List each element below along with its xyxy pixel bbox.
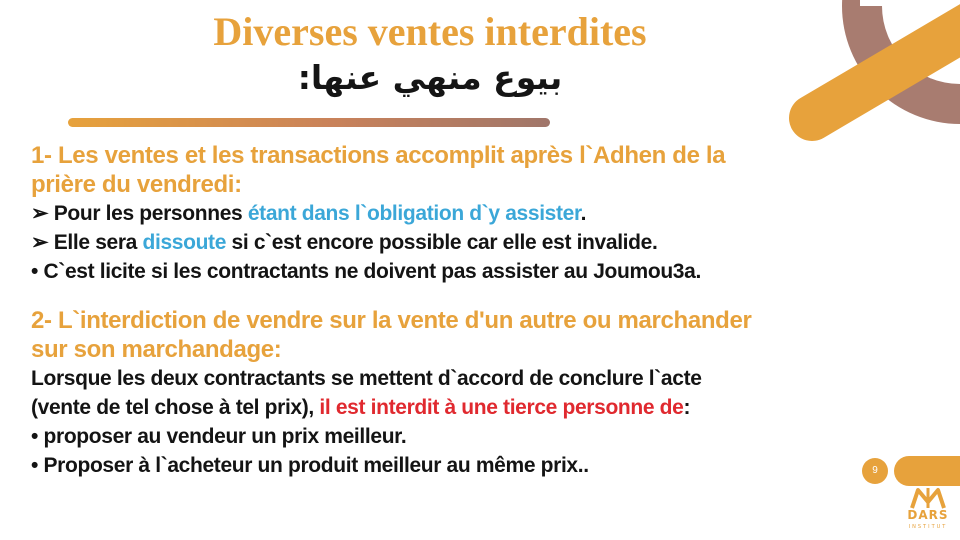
page-number-badge: 9 bbox=[862, 458, 888, 484]
section1-heading-line1: 1- Les ventes et les transactions accomplit après l`Adhen de la bbox=[31, 142, 726, 169]
section1-heading bbox=[31, 141, 936, 199]
paragraph-text: : bbox=[683, 396, 691, 419]
slide-content bbox=[31, 141, 936, 480]
section2-paragraph-line2 bbox=[31, 393, 936, 422]
section2-heading bbox=[31, 306, 936, 364]
section1-bullet-3 bbox=[31, 257, 936, 286]
bullet-text: Elle sera bbox=[53, 231, 143, 254]
page-title: Diverses ventes interdites bbox=[213, 9, 647, 54]
arrow-bullet-icon: ➢ bbox=[31, 231, 49, 254]
logo-subtext: INSTITUT bbox=[908, 524, 948, 530]
bullet-text: proposer au vendeur un prix meilleur. bbox=[43, 425, 407, 448]
dars-logo-icon bbox=[908, 486, 948, 510]
dot-bullet-icon: • bbox=[31, 260, 39, 283]
section-spacer bbox=[31, 286, 936, 306]
title-underline bbox=[68, 118, 550, 127]
section2-heading-line2: sur son marchandage: bbox=[31, 336, 282, 363]
bullet-text: si c`est encore possible car elle est invalide. bbox=[226, 231, 658, 254]
arrow-bullet-icon: ➢ bbox=[31, 202, 49, 225]
logo-text: DARS bbox=[907, 508, 949, 522]
section1-heading-line2: prière du vendredi: bbox=[31, 171, 242, 198]
bullet-text: Pour les personnes bbox=[53, 202, 248, 225]
dot-bullet-icon: • bbox=[31, 454, 39, 477]
bullet-highlight: dissoute bbox=[142, 231, 227, 254]
page-subtitle-arabic: بيوع منهي عنها: bbox=[297, 58, 563, 97]
section2-bullet-1 bbox=[31, 422, 936, 451]
dot-bullet-icon: • bbox=[31, 425, 39, 448]
section2-heading-line1: 2- L`interdiction de vendre sur la vente d'un autre ou marchander bbox=[31, 307, 752, 334]
section1-bullet-2 bbox=[31, 228, 936, 257]
section1-bullet-1 bbox=[31, 199, 936, 228]
bullet-highlight: étant dans l`obligation d`y assister bbox=[247, 202, 581, 225]
bullet-text: C`est licite si les contractants ne doivent pas assister au Joumou3a. bbox=[43, 260, 701, 283]
bullet-text: . bbox=[580, 202, 587, 225]
section2-bullet-2 bbox=[31, 451, 936, 480]
paragraph-text: (vente de tel chose à tel prix), bbox=[31, 396, 320, 419]
bullet-text: Proposer à l`acheteur un produit meilleur au même prix.. bbox=[43, 454, 589, 477]
paragraph-highlight: il est interdit à une tierce personne de bbox=[319, 396, 684, 419]
section2-paragraph-line1: Lorsque les deux contractants se mettent d`accord de conclure l`acte bbox=[31, 367, 702, 390]
